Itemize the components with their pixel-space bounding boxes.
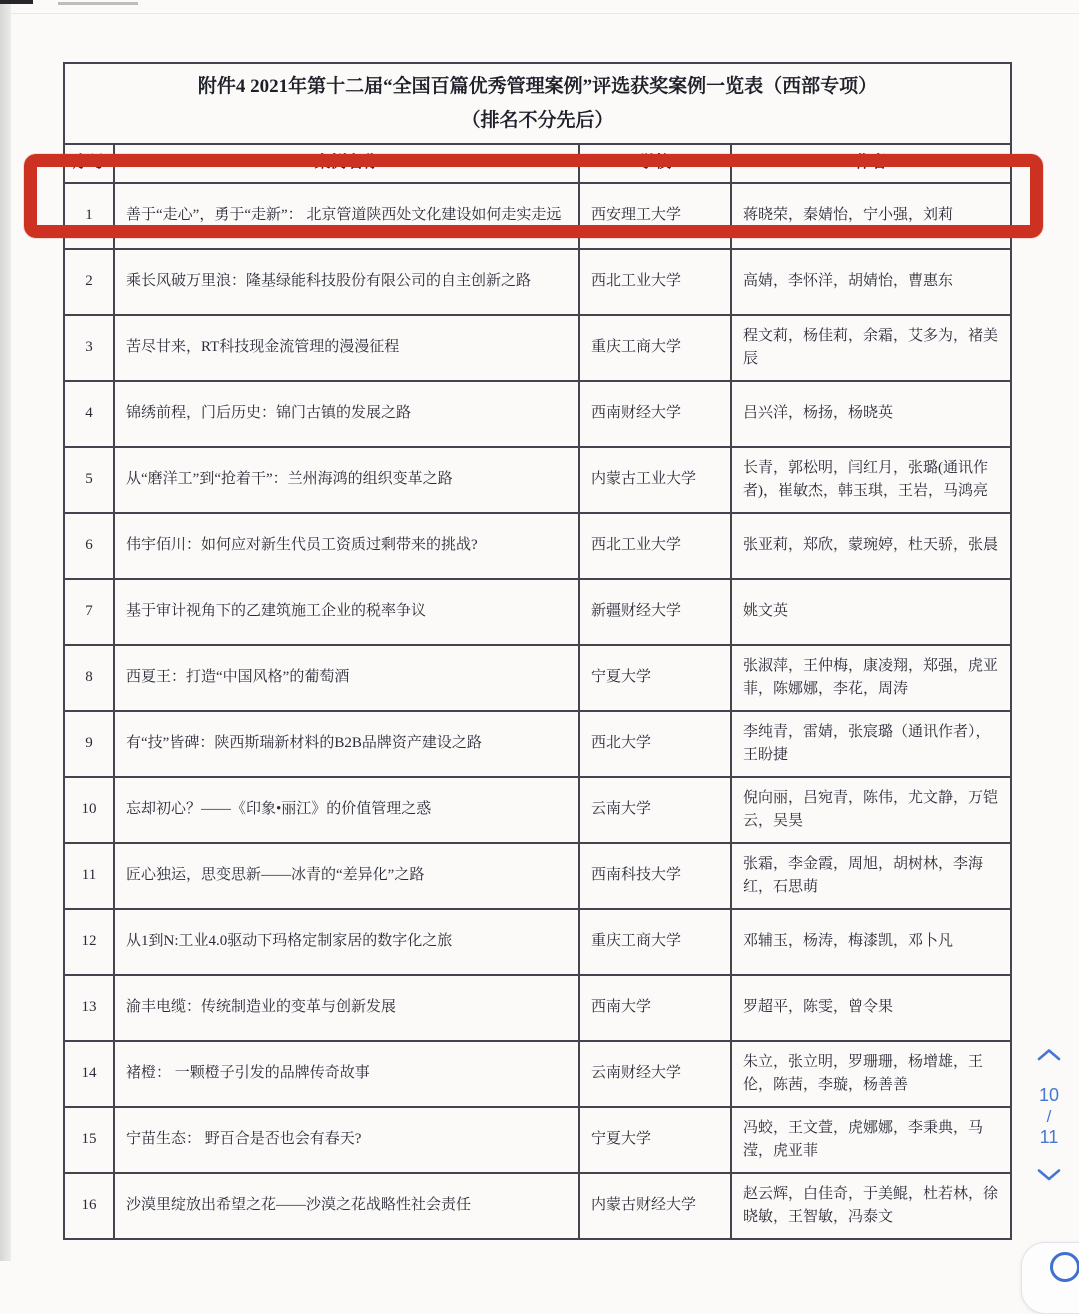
table-row [64,645,1011,711]
table-header-row [64,144,1011,183]
case-title: 忘却初心？——《印象•丽江》的价值管理之惑 [114,777,579,843]
authors-list: 吕兴洋，杨扬，杨晓英 [731,381,1011,447]
authors-list: 长青，郭松明，闫红月，张璐(通讯作者)，崔敏杰，韩玉琪，王岩，马鸿亮 [731,447,1011,513]
chevron-up-icon[interactable] [1035,1046,1063,1063]
authors-list: 张亚莉，郑欣，蒙琬婷，杜天骄，张晨 [731,513,1011,579]
table-row [64,777,1011,843]
table-row [64,711,1011,777]
case-title: 锦绣前程，门后历史：锦门古镇的发展之路 [114,381,579,447]
authors-list: 程文莉，杨佳莉，余霜，艾多为，褚美辰 [731,315,1011,381]
case-title: 基于审计视角下的乙建筑施工企业的税率争议 [114,579,579,645]
authors-list: 冯蛟，王文萱，虎娜娜，李秉典，马滢，虎亚菲 [731,1107,1011,1173]
row-number: 3 [64,315,114,381]
row-number: 12 [64,909,114,975]
case-title: 西夏王：打造“中国风格”的葡萄酒 [114,645,579,711]
row-number: 14 [64,1041,114,1107]
authors-list: 赵云辉，白佳奇，于美鲲，杜若林，徐晓敏，王智敏，冯泰文 [731,1173,1011,1239]
page-separator: / [1046,1107,1052,1126]
table-row [64,183,1011,249]
row-number: 5 [64,447,114,513]
school-name: 新疆财经大学 [579,579,731,645]
table-row [64,447,1011,513]
school-name: 重庆工商大学 [579,909,731,975]
school-name: 西北工业大学 [579,513,731,579]
table-row [64,975,1011,1041]
circle-icon[interactable] [1050,1252,1079,1282]
row-number: 6 [64,513,114,579]
total-pages: 11 [1039,1127,1059,1147]
col-header-authors: 作者 [731,144,1011,183]
awards-table [63,62,1012,1240]
chevron-down-icon[interactable] [1035,1166,1063,1183]
case-title: 从“磨洋工”到“抢着干”：兰州海鸿的组织变革之路 [114,447,579,513]
col-header-no: 序号 [64,144,114,183]
school-name: 重庆工商大学 [579,315,731,381]
authors-list: 罗超平，陈雯，曾令果 [731,975,1011,1041]
page-indicator [1039,1085,1059,1148]
table-row [64,909,1011,975]
school-name: 宁夏大学 [579,645,731,711]
col-header-case: 案例名称 [114,144,579,183]
case-title: 伟宇佰川：如何应对新生代员工资质过剩带来的挑战? [114,513,579,579]
current-page: 10 [1038,1085,1060,1105]
school-name: 西南财经大学 [579,381,731,447]
table-row [64,1041,1011,1107]
scan-edge-shadow [0,0,11,1261]
table-row [64,843,1011,909]
row-number: 4 [64,381,114,447]
case-title: 褚橙： 一颗橙子引发的品牌传奇故事 [114,1041,579,1107]
scan-artifact [58,2,138,5]
school-name: 西南科技大学 [579,843,731,909]
case-title: 乘长风破万里浪：隆基绿能科技股份有限公司的自主创新之路 [114,249,579,315]
authors-list: 倪向丽，吕宛青，陈伟，尤文静，万铠云，吴昊 [731,777,1011,843]
table-title [64,63,1011,144]
school-name: 内蒙古财经大学 [579,1173,731,1239]
school-name: 西南大学 [579,975,731,1041]
row-number: 9 [64,711,114,777]
table-row [64,249,1011,315]
case-title: 宁苗生态： 野百合是否也会有春天? [114,1107,579,1173]
table-title-line2: （排名不分先后） [461,109,614,131]
table-row [64,381,1011,447]
school-name: 云南财经大学 [579,1041,731,1107]
table-row [64,513,1011,579]
row-number: 7 [64,579,114,645]
col-header-school: 学校 [579,144,731,183]
authors-list: 邓辅玉，杨涛，梅漆凯，邓卜凡 [731,909,1011,975]
row-number: 16 [64,1173,114,1239]
case-title: 沙漠里绽放出希望之花——沙漠之花战略性社会责任 [114,1173,579,1239]
case-title: 有“技”皆碑：陕西斯瑞新材料的B2B品牌资产建设之路 [114,711,579,777]
authors-list: 张淑萍，王仲梅，康凌翔，郑强，虎亚菲，陈娜娜，李花，周涛 [731,645,1011,711]
row-number: 1 [64,183,114,249]
case-title: 渝丰电缆：传统制造业的变革与创新发展 [114,975,579,1041]
school-name: 云南大学 [579,777,731,843]
table-row [64,1107,1011,1173]
table-row [64,1173,1011,1239]
scan-top-line [11,13,1079,14]
authors-list: 张霜，李金霞，周旭，胡树林，李海红，石思萌 [731,843,1011,909]
row-number: 10 [64,777,114,843]
authors-list: 李纯青，雷婧，张宸璐（通讯作者），王盼捷 [731,711,1011,777]
authors-list: 姚文英 [731,579,1011,645]
table-row [64,579,1011,645]
school-name: 西北工业大学 [579,249,731,315]
page-navigator [1022,1046,1076,1183]
case-title: 从1到N:工业4.0驱动下玛格定制家居的数字化之旅 [114,909,579,975]
school-name: 西安理工大学 [579,183,731,249]
row-number: 13 [64,975,114,1041]
scan-artifact [0,0,33,4]
school-name: 内蒙古工业大学 [579,447,731,513]
table-title-line1: 附件4 2021年第十二届“全国百篇优秀管理案例”评选获奖案例一览表（西部专项） [197,76,878,98]
case-title: 善于“走心”，勇于“走新”： 北京管道陕西处文化建设如何走实走远 [114,183,579,249]
row-number: 8 [64,645,114,711]
case-title: 匠心独运，思变思新——冰青的“差异化”之路 [114,843,579,909]
school-name: 西北大学 [579,711,731,777]
school-name: 宁夏大学 [579,1107,731,1173]
row-number: 15 [64,1107,114,1173]
authors-list: 蒋晓荣，秦婧怡，宁小强，刘莉 [731,183,1011,249]
case-title: 苦尽甘来，RT科技现金流管理的漫漫征程 [114,315,579,381]
authors-list: 朱立，张立明，罗珊珊，杨增雄，王伦，陈茜，李璇，杨善善 [731,1041,1011,1107]
authors-list: 高婧，李怀洋，胡婧怡，曹惠东 [731,249,1011,315]
row-number: 11 [64,843,114,909]
floating-toolbar[interactable] [1021,1242,1079,1314]
table-title-row [64,63,1011,144]
row-number: 2 [64,249,114,315]
table-row [64,315,1011,381]
